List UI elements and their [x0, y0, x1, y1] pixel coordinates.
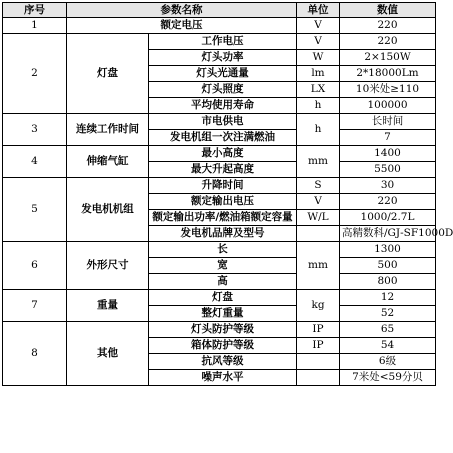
- row-no: 7: [3, 290, 67, 322]
- table-row: [3, 114, 436, 130]
- param-value: 7米处<59分贝: [340, 370, 436, 386]
- param-name: 额定输出功率/燃油箱额定容量: [149, 210, 297, 226]
- category-label: 外形尺寸: [67, 242, 149, 290]
- param-name: 最大升起高度: [149, 162, 297, 178]
- param-unit: LX: [297, 82, 340, 98]
- param-value: 1400: [340, 146, 436, 162]
- param-value: 10米处≥110: [340, 82, 436, 98]
- param-name: 发电机组一次注满燃油: [149, 130, 297, 146]
- param-value: 1000/2.7L: [340, 210, 436, 226]
- param-unit: kg: [297, 290, 340, 322]
- param-value: 30: [340, 178, 436, 194]
- category-label: 发电机机组: [67, 178, 149, 242]
- row-no: 5: [3, 178, 67, 242]
- param-value: 2*18000Lm: [340, 66, 436, 82]
- param-name: 灯头照度: [149, 82, 297, 98]
- category-label: 灯盘: [67, 34, 149, 114]
- header-row: [3, 3, 436, 18]
- param-name: 最小高度: [149, 146, 297, 162]
- row-no: 8: [3, 322, 67, 386]
- param-unit: [297, 226, 340, 242]
- header-no: 序号: [3, 3, 67, 18]
- param-unit: V: [297, 18, 340, 34]
- param-unit: W: [297, 50, 340, 66]
- param-unit: W/L: [297, 210, 340, 226]
- param-unit: V: [297, 34, 340, 50]
- param-name: 灯头功率: [149, 50, 297, 66]
- table-row: [3, 178, 436, 194]
- param-value: 12: [340, 290, 436, 306]
- table-row: [3, 146, 436, 162]
- param-value: 52: [340, 306, 436, 322]
- param-value: 6级: [340, 354, 436, 370]
- param-value: 220: [340, 34, 436, 50]
- param-value: 7: [340, 130, 436, 146]
- param-value: 2×150W: [340, 50, 436, 66]
- header-param: 参数名称: [67, 3, 297, 18]
- param-unit: lm: [297, 66, 340, 82]
- param-unit: [297, 354, 340, 370]
- param-unit: h: [297, 114, 340, 146]
- param-name: 高: [149, 274, 297, 290]
- header-unit: 单位: [297, 3, 340, 18]
- param-value: 500: [340, 258, 436, 274]
- table-row: [3, 290, 436, 306]
- category-label: 其他: [67, 322, 149, 386]
- param-value: 65: [340, 322, 436, 338]
- param-name: 平均使用寿命: [149, 98, 297, 114]
- table-row: [3, 322, 436, 338]
- param-name: 市电供电: [149, 114, 297, 130]
- param-unit: h: [297, 98, 340, 114]
- param-unit: mm: [297, 146, 340, 178]
- param-value: 5500: [340, 162, 436, 178]
- param-name: 工作电压: [149, 34, 297, 50]
- row-no: 6: [3, 242, 67, 290]
- row-no: 1: [3, 18, 67, 34]
- param-name: 噪声水平: [149, 370, 297, 386]
- param-name: 灯头防护等级: [149, 322, 297, 338]
- param-unit: mm: [297, 242, 340, 290]
- spec-table: [2, 2, 453, 386]
- param-value: 800: [340, 274, 436, 290]
- category-label: 连续工作时间: [67, 114, 149, 146]
- param-value: 高精数科/GJ-SF1000D: [340, 226, 436, 242]
- param-name: 升降时间: [149, 178, 297, 194]
- param-value: 1300: [340, 242, 436, 258]
- param-unit: IP: [297, 322, 340, 338]
- category-label: 重量: [67, 290, 149, 322]
- param-name: 灯头光通量: [149, 66, 297, 82]
- param-unit: S: [297, 178, 340, 194]
- param-unit: [297, 370, 340, 386]
- param-name: 额定电压: [67, 18, 297, 34]
- param-name: 发电机品牌及型号: [149, 226, 297, 242]
- header-value: 数值: [340, 3, 436, 18]
- param-name: 宽: [149, 258, 297, 274]
- param-name: 箱体防护等级: [149, 338, 297, 354]
- param-value: 长时间: [340, 114, 436, 130]
- param-unit: IP: [297, 338, 340, 354]
- table-row: [3, 34, 436, 50]
- table-row: [3, 242, 436, 258]
- param-name: 抗风等级: [149, 354, 297, 370]
- param-name: 长: [149, 242, 297, 258]
- row-no: 4: [3, 146, 67, 178]
- param-value: 54: [340, 338, 436, 354]
- param-name: 整灯重量: [149, 306, 297, 322]
- param-unit: V: [297, 194, 340, 210]
- category-label: 伸缩气缸: [67, 146, 149, 178]
- param-value: 220: [340, 18, 436, 34]
- param-value: 220: [340, 194, 436, 210]
- table-row: [3, 18, 436, 34]
- row-no: 2: [3, 34, 67, 114]
- param-name: 灯盘: [149, 290, 297, 306]
- param-value: 100000: [340, 98, 436, 114]
- param-name: 额定输出电压: [149, 194, 297, 210]
- row-no: 3: [3, 114, 67, 146]
